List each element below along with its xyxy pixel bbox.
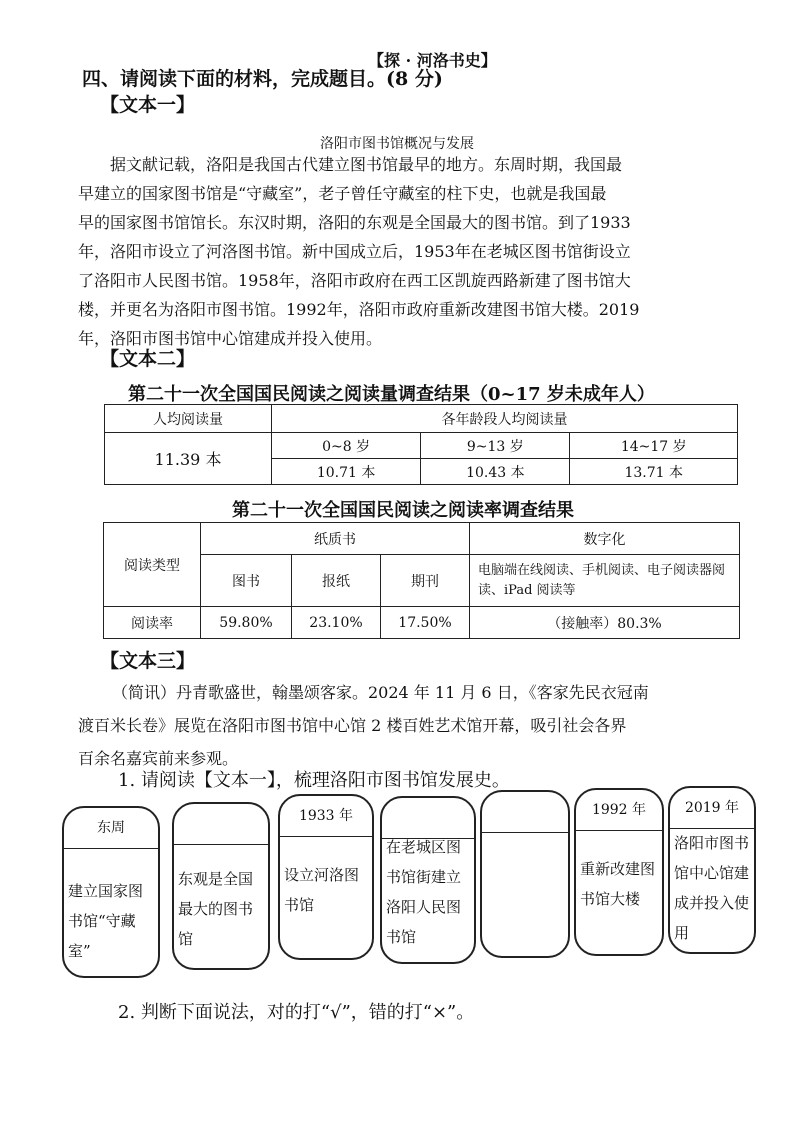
table1-value-cell: 13.71 本 [570, 459, 738, 485]
table1-value-cell: 10.43 本 [421, 459, 570, 485]
question-title: 四、请阅读下面的材料，完成题目。(8 分) [82, 68, 443, 90]
table2-title: 第二十一次全国国民阅读之阅读率调查结果 [232, 500, 574, 521]
timeline-event: 东观是全国最大的图书馆 [178, 870, 254, 948]
table1-header-right: 各年龄段人均阅读量 [272, 405, 738, 433]
timeline-event: 在老城区图书馆街建立洛阳人民图书馆 [386, 838, 462, 946]
text3-line: （简讯）丹青歌盛世，翰墨颂客家。2024 年 11 月 6 日，《客家先民衣冠南 [112, 683, 649, 702]
text1-line: 楼，并更名为洛阳市图书馆。1992年，洛阳市政府重新改建图书馆大楼。2019 [78, 300, 640, 319]
table2-rate-cell: 59.80% [201, 607, 292, 639]
timeline-box-eastern-zhou [62, 806, 160, 978]
text3-body [78, 676, 748, 775]
table1-value-cell: 10.71 本 [272, 459, 421, 485]
text3-line: 百余名嘉宾前来参观。 [78, 749, 239, 768]
timeline-year: 1933 年 [280, 796, 372, 837]
text2-label: 【文本二】 [100, 348, 196, 370]
table1-header-left: 人均阅读量 [105, 405, 272, 433]
table1-age-cell: 14~17 岁 [570, 433, 738, 459]
table2-type-cell: 图书 [201, 555, 292, 607]
text3-line: 渡百米长卷》展览在洛阳市图书馆中心馆 2 楼百姓艺术馆开幕，吸引社会各界 [78, 716, 627, 735]
table1-age-cell: 0~8 岁 [272, 433, 421, 459]
section-subtitle: 【探 · 河洛书史】 [368, 51, 497, 70]
table2-digital-type: 电脑端在线阅读、手机阅读、电子阅读器阅读、iPad 阅读等 [470, 555, 740, 607]
table2-type-label: 阅读类型 [104, 523, 201, 607]
timeline-year: 2019 年 [670, 788, 754, 829]
table2-rate-label: 阅读率 [104, 607, 201, 639]
timeline-event: 设立河洛图书馆 [284, 866, 360, 914]
table2-type-cell: 期刊 [381, 555, 470, 607]
timeline-event: 建立国家图书馆“守藏室” [68, 882, 144, 960]
timeline-box-2019 [668, 786, 756, 954]
text1-line: 据文献记载，洛阳是我国古代建立图书馆最早的地方。东周时期，我国最 [110, 155, 623, 174]
question2-prompt: 2. 判断下面说法，对的打“√”，错的打“×”。 [118, 1002, 475, 1023]
timeline-year: 东周 [64, 808, 158, 849]
table2-digital-header: 数字化 [470, 523, 740, 555]
table1-overall-value: 11.39 本 [105, 433, 272, 485]
reading-rate-table [103, 522, 740, 639]
text1-line: 年，洛阳市图书馆中心馆建成并投入使用。 [78, 329, 383, 348]
table2-rate-cell: 23.10% [292, 607, 381, 639]
timeline-event: 洛阳市图书馆中心馆建成并投入使用 [674, 834, 750, 942]
timeline-year [174, 804, 268, 845]
timeline-box-blank [480, 790, 570, 958]
timeline-box-1992 [574, 788, 664, 956]
table2-rate-cell: 17.50% [381, 607, 470, 639]
table1-title: 第二十一次全国国民阅读之阅读量调查结果（0~17 岁未成年人） [128, 384, 655, 405]
timeline-year: 1992 年 [576, 790, 662, 831]
table1-age-cell: 9~13 岁 [421, 433, 570, 459]
timeline-year [482, 792, 568, 833]
text1-line: 了洛阳市人民图书馆。1958年，洛阳市政府在西工区凯旋西路新建了图书馆大 [78, 271, 631, 290]
timeline-box-1933 [278, 794, 374, 960]
table2-digital-rate: （接触率）80.3% [470, 607, 740, 639]
timeline-event: 重新改建图书馆大楼 [580, 860, 656, 908]
reading-volume-table [104, 404, 738, 485]
text1-line: 年，洛阳市设立了河洛图书馆。新中国成立后，1953年在老城区图书馆街设立 [78, 242, 631, 261]
text1-label: 【文本一】 [100, 94, 196, 116]
text3-label: 【文本三】 [100, 650, 196, 672]
table2-type-cell: 报纸 [292, 555, 381, 607]
text1-line: 早的国家图书馆馆长。东汉时期，洛阳的东观是全国最大的图书馆。到了1933 [78, 213, 631, 232]
text1-title: 洛阳市图书馆概况与发展 [320, 136, 474, 152]
text1-line: 早建立的国家图书馆是“守藏室”，老子曾任守藏室的柱下史，也就是我国最 [78, 184, 607, 203]
text1-body [78, 150, 748, 353]
timeline-box-1953 [380, 796, 476, 964]
table2-paper-header: 纸质书 [201, 523, 470, 555]
timeline-box-eastern-han [172, 802, 270, 970]
question1-prompt: 1. 请阅读【文本一】，梳理洛阳市图书馆发展史。 [118, 770, 510, 791]
